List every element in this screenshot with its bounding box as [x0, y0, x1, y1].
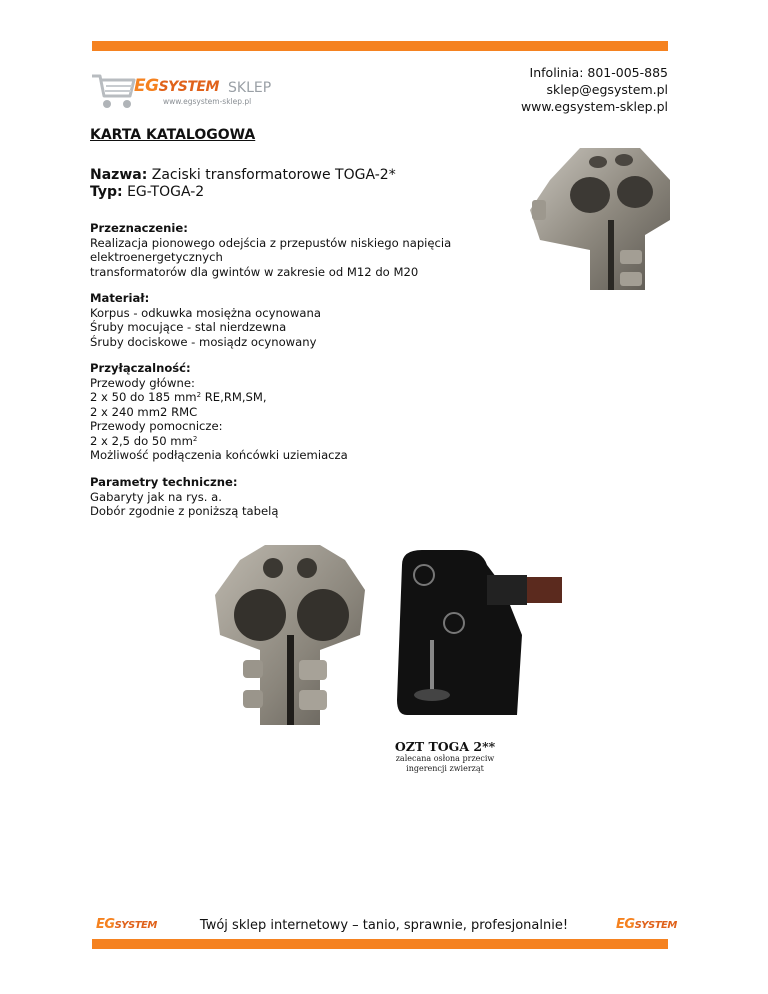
contact-block — [521, 64, 668, 115]
section-line: 2 x 240 mm2 RMC — [90, 404, 198, 419]
shopping-cart-icon — [90, 70, 138, 112]
section-line: Gabaryty jak na rys. a. — [90, 489, 222, 504]
name-value: Zaciski transformatorowe TOGA-2* — [147, 167, 396, 183]
section-heading: Parametry techniczne: — [90, 475, 238, 489]
page-title: KARTA KATALOGOWA — [90, 127, 256, 143]
section-line: Możliwość podłączenia końcówki uziemiacza — [90, 448, 348, 462]
section-line: Korpus - odkuwka mosiężna ocynowana — [90, 305, 321, 320]
section-line: transformatorów dla gwintów w zakresie od M12 do M20 — [90, 264, 419, 279]
footer-logo-left: EGSYSTEM — [96, 917, 157, 932]
section-parameters — [90, 475, 490, 519]
logo-brand-text: EGSYSTEM — [134, 76, 219, 96]
section-heading: Przyłączalność: — [90, 361, 191, 375]
product-name-block — [90, 167, 396, 201]
section-line: elektroenergetycznych — [90, 250, 223, 264]
section-line: Dobór zgodnie z poniższą tabelą — [90, 504, 279, 518]
type-label: Typ: — [90, 184, 123, 200]
section-line: Śruby dociskowe - mosiądz ocynowany — [90, 334, 317, 349]
cover-desc-line: ingerencji zwierząt — [406, 764, 484, 773]
cover-caption — [360, 739, 530, 774]
section-line: Przewody pomocnicze: — [90, 419, 223, 433]
cover-desc-line: zalecana osłona przeciw — [395, 754, 495, 763]
section-line: Realizacja pionowego odejścia z przepustów niskiego napięcia — [90, 235, 452, 250]
footer-accent-bar — [92, 939, 668, 949]
logo-url-text: www.egsystem-sklep.pl — [163, 97, 252, 106]
footer-logo-right: EGSYSTEM — [616, 917, 677, 932]
section-line: 2 x 50 do 185 $mm^2$ RE,RM,SM, — [90, 390, 267, 404]
email-link[interactable]: sklep@egsystem.pl — [546, 82, 668, 97]
product-photo-cover — [392, 545, 572, 730]
section-connectivity — [90, 361, 490, 463]
cover-title: OZT TOGA 2** — [394, 739, 496, 754]
section-line: 2 x 2,5 do 50 $mm^2$ — [90, 433, 198, 448]
hotline-text: Infolinia: 801-005-885 — [529, 65, 668, 80]
section-line: Śruby mocujące - stal nierdzewna — [90, 320, 287, 334]
type-value: EG-TOGA-2 — [122, 184, 205, 200]
product-photo-clamp-front — [205, 540, 375, 740]
header-accent-bar — [92, 41, 668, 51]
website-link[interactable]: www.egsystem-sklep.pl — [520, 99, 668, 114]
section-line: Przewody główne: — [90, 375, 195, 390]
logo-sklep-text: SKLEP — [228, 80, 272, 96]
section-heading: Przeznaczenie: — [90, 221, 188, 235]
product-photo-clamp — [520, 140, 680, 300]
footer-slogan: Twój sklep internetowy – tanio, sprawnie, profesjonalnie! — [199, 918, 569, 933]
section-material — [90, 291, 490, 349]
section-purpose — [90, 221, 490, 279]
section-heading: Materiał: — [90, 291, 150, 305]
name-label: Nazwa: — [90, 167, 148, 183]
egsystem-logo[interactable] — [90, 70, 290, 112]
